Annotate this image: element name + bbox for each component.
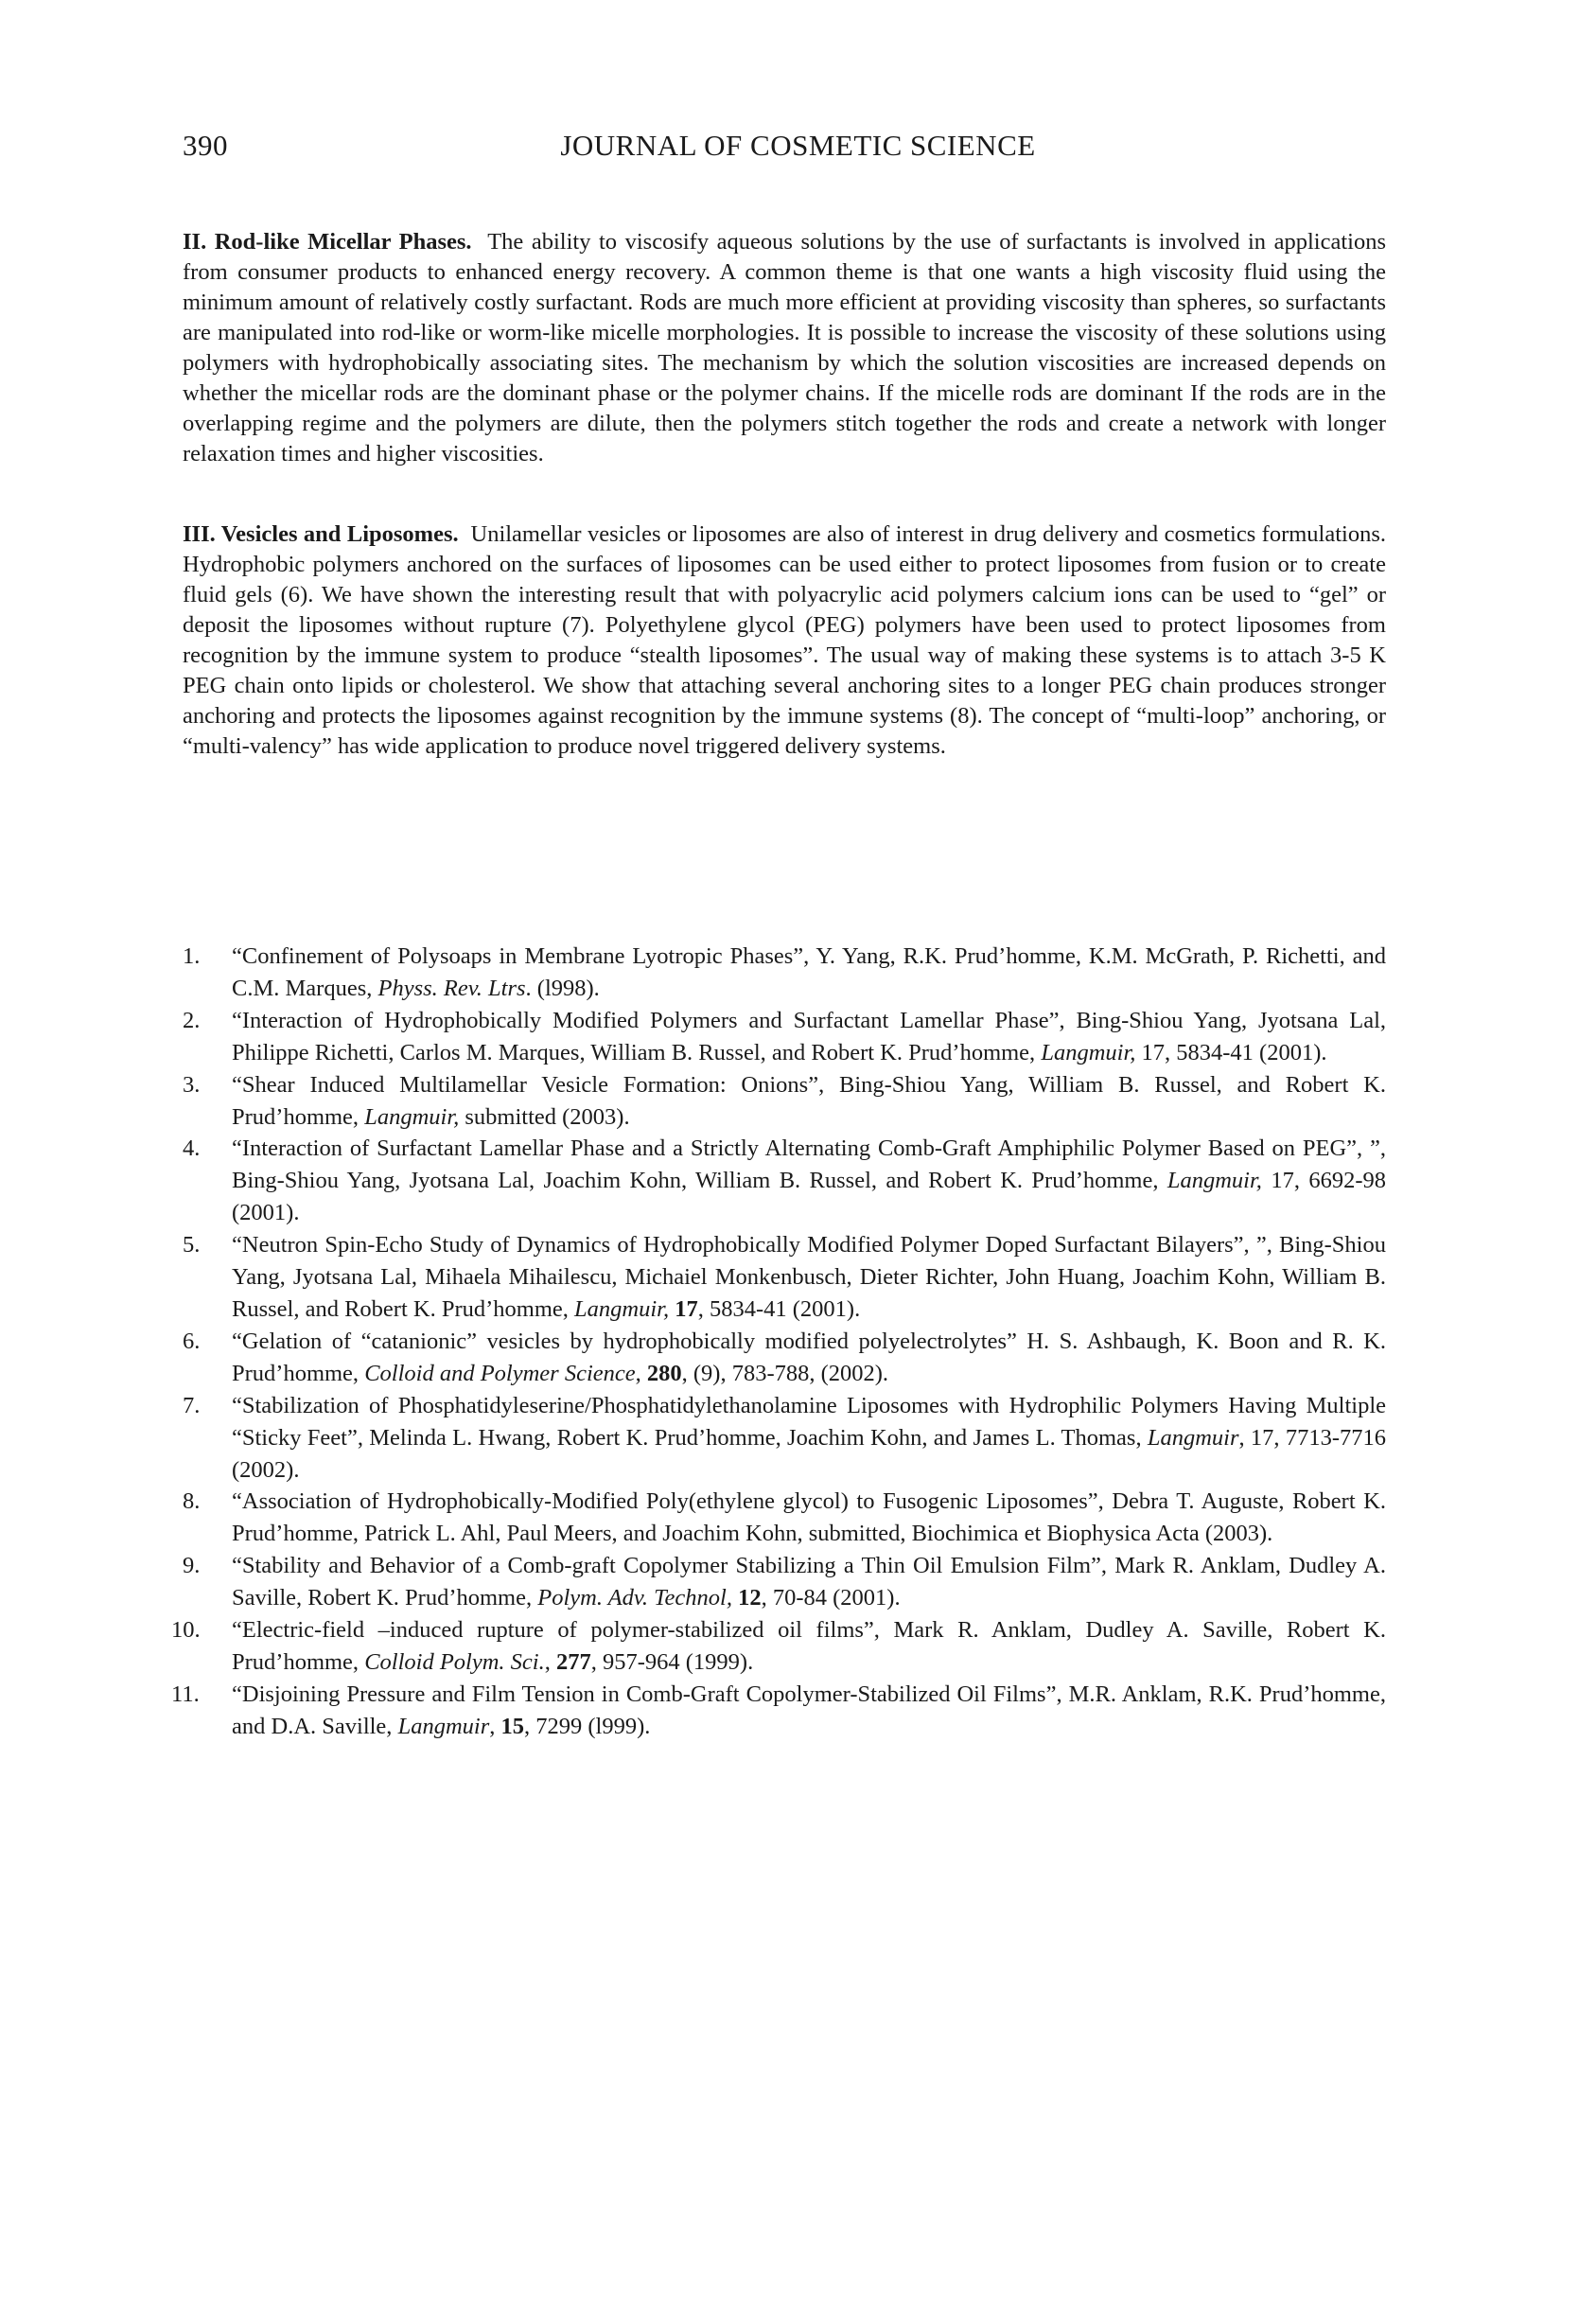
reference-text: , [635,1360,647,1386]
reference-volume: 280 [646,1360,682,1386]
reference-list [171,941,1386,1743]
reference-journal: Langmuir, [1041,1039,1136,1065]
reference-text: , 70-84 (2001). [761,1585,901,1611]
reference-item [183,1069,1386,1134]
reference-number: 10. [171,1617,201,1644]
reference-item [183,1550,1386,1614]
section-body: Unilamellar vesicles or liposomes are also of interest in drug delivery and cosmetics formulations. Hydrophobic polymers anchored on the surfaces of liposomes can be used either to protect liposomes from fusion or to create fluid gels (6). We have shown the interesting result that with polyacrylic acid polymers calcium ions can be used to “gel” or deposit the liposomes without rupture (7). Polyethylene glycol (PEG) polymers have been used to protect liposomes from recognition by the immune system to produce “stealth liposomes”. The usual way of making these systems is to attach 3-5 K PEG chain onto lipids or cholesterol. We show that attaching several anchoring sites to a longer PEG chain produces stronger anchoring and protects the liposomes against recognition by the immune systems (8). The concept of “multi-loop” anchoring, or “multi-valency” has wide application to produce novel triggered delivery systems. [183,521,1386,759]
reference-text: , 7299 (l999). [523,1713,651,1739]
section-heading: III. Vesicles and Liposomes. [183,521,459,547]
reference-text: , [544,1648,556,1675]
reference-text: , 5834-41 (2001). [697,1295,861,1322]
reference-text: “Disjoining Pressure and Film Tension in Comb-Graft Copolymer-Stabilized Oil Films”, M.R. Anklam, R.K. Prud’homme, and D.A. Saville, [232,1681,1386,1739]
reference-number: 4. [183,1135,201,1162]
reference-number: 11. [171,1681,200,1707]
reference-text: , (9), 783-788, (2002). [681,1360,889,1386]
reference-text: “Confinement of Polysoaps in Membrane Lyotropic Phases”, Y. Yang, R.K. Prud’homme, K.M. McGrath, P. Richetti, and C.M. Marques, [232,943,1386,1001]
reference-journal: Langmuir, [1166,1168,1262,1194]
reference-text: submitted (2003). [459,1103,630,1130]
reference-number: 6. [183,1328,201,1354]
reference-number: 1. [183,943,201,969]
page-number: 390 [183,129,228,162]
reference-number: 2. [183,1007,201,1033]
reference-number: 8. [183,1488,201,1515]
reference-text: “Neutron Spin-Echo Study of Dynamics of Hydrophobically Modified Polymer Doped Surfactant Bilayers”, ”, Bing-Shiou Yang, Jyotsana Lal, Mihaela Mihailescu, Michaiel Monkenbusch, Dieter Richter, John Huang, Joachim Kohn, William B. Russel, and Robert K. Prud’homme, [232,1232,1386,1322]
section-heading: II. Rod-like Micellar Phases. [183,229,472,255]
reference-journal: Physs. Rev. Ltrs [377,975,526,1001]
section-vesicles-and-liposomes [183,519,1386,762]
reference-volume: 277 [555,1648,591,1675]
reference-journal: Langmuir, [364,1103,460,1130]
reference-item [171,1614,1386,1679]
reference-item [183,1229,1386,1326]
reference-journal: Polym. Adv. Technol, [537,1585,732,1611]
reference-text: 17, 6692-98 (2001). [232,1168,1386,1226]
reference-volume: 12 [738,1585,762,1611]
reference-volume: 15 [500,1713,524,1739]
reference-text: 17, 5834-41 (2001). [1135,1039,1327,1065]
reference-item [183,1390,1386,1487]
section-body: The ability to viscosify aqueous solutions by the use of surfactants is involved in applications from consumer products to enhanced energy recovery. A common theme is that one wants a high viscosity fluid using the minimum amount of relatively costly surfactant. Rods are much more efficient at providing viscosity than spheres, so surfactants are manipulated into rod-like or worm-like micelle morphologies. It is possible to increase the viscosity of these solutions using polymers with hydrophobically associating sites. The mechanism by which the solution viscosities are increased depends on whether the micellar rods are the dominant phase or the polymer chains. If the micelle rods are dominant If the rods are in the overlapping regime and the polymers are dilute, then the polymers stitch together the rods and create a network with longer relaxation times and higher viscosities. [183,229,1386,466]
section-rod-like-micellar-phases [183,227,1386,469]
reference-item [183,1133,1386,1229]
reference-number: 5. [183,1232,201,1259]
reference-item [183,1486,1386,1550]
reference-text: , 17, 7713-7716 (2002). [232,1424,1386,1483]
reference-volume: 17 [675,1295,698,1322]
reference-text: “Stability and Behavior of a Comb-graft Copolymer Stabilizing a Thin Oil Emulsion Film”, Mark R. Anklam, Dudley A. Saville, Robert K. Prud’homme, [232,1553,1386,1611]
reference-text: “Interaction of Surfactant Lamellar Phase and a Strictly Alternating Comb-Graft Amphiphilic Polymer Based on PEG”, ”, Bing-Shiou Yang, Jyotsana Lal, Joachim Kohn, William B. Russel, and Robert K. Prud’homme, [232,1135,1386,1194]
reference-text: “Gelation of “catanionic” vesicles by hydrophobically modified polyelectrolytes” H. S. Ashbaugh, K. Boon and R. K. Prud’homme, [232,1328,1386,1386]
reference-journal: Colloid and Polymer Science [364,1360,636,1386]
reference-journal: Langmuir, [574,1295,670,1322]
reference-number: 7. [183,1392,201,1418]
reference-journal: Colloid Polym. Sci. [364,1648,545,1675]
reference-journal: Langmuir [397,1713,490,1739]
reference-text: , [489,1713,501,1739]
running-header-journal-title: JOURNAL OF COSMETIC SCIENCE [560,129,1036,162]
reference-text: . (l998). [525,975,600,1001]
reference-number: 9. [183,1553,201,1579]
reference-text: “Stabilization of Phosphatidyleserine/Phosphatidylethanolamine Liposomes with Hydrophilic Polymers Having Multiple “Sticky Feet”, Melinda L. Hwang, Robert K. Prud’homme, Joachim Kohn, and James L. Thomas, [232,1392,1386,1451]
reference-text: “Association of Hydrophobically-Modified Poly(ethylene glycol) to Fusogenic Liposomes”, Debra T. Auguste, Robert K. Prud’homme, Patrick L. Ahl, Paul Meers, and Joachim Kohn, submitted, Biochimica et Biophysica Acta (2003). [232,1488,1386,1547]
reference-text: “Electric-field –induced rupture of polymer-stabilized oil films”, Mark R. Anklam, Dudley A. Saville, Robert K. Prud’homme, [232,1617,1386,1675]
reference-text: “Interaction of Hydrophobically Modified Polymers and Surfactant Lamellar Phase”, Bing-Shiou Yang, Jyotsana Lal, Philippe Richetti, Carlos M. Marques, William B. Russel, and Robert K. Prud’homme, [232,1007,1386,1065]
reference-text: , 957-964 (1999). [590,1648,754,1675]
reference-item [183,941,1386,1005]
reference-item [171,1679,1386,1743]
reference-item [183,1005,1386,1069]
reference-number: 3. [183,1071,201,1098]
reference-item [183,1326,1386,1390]
reference-text: “Shear Induced Multilamellar Vesicle Formation: Onions”, Bing-Shiou Yang, William B. Russel, and Robert K. Prud’homme, [232,1071,1386,1130]
reference-journal: Langmuir [1147,1424,1239,1451]
